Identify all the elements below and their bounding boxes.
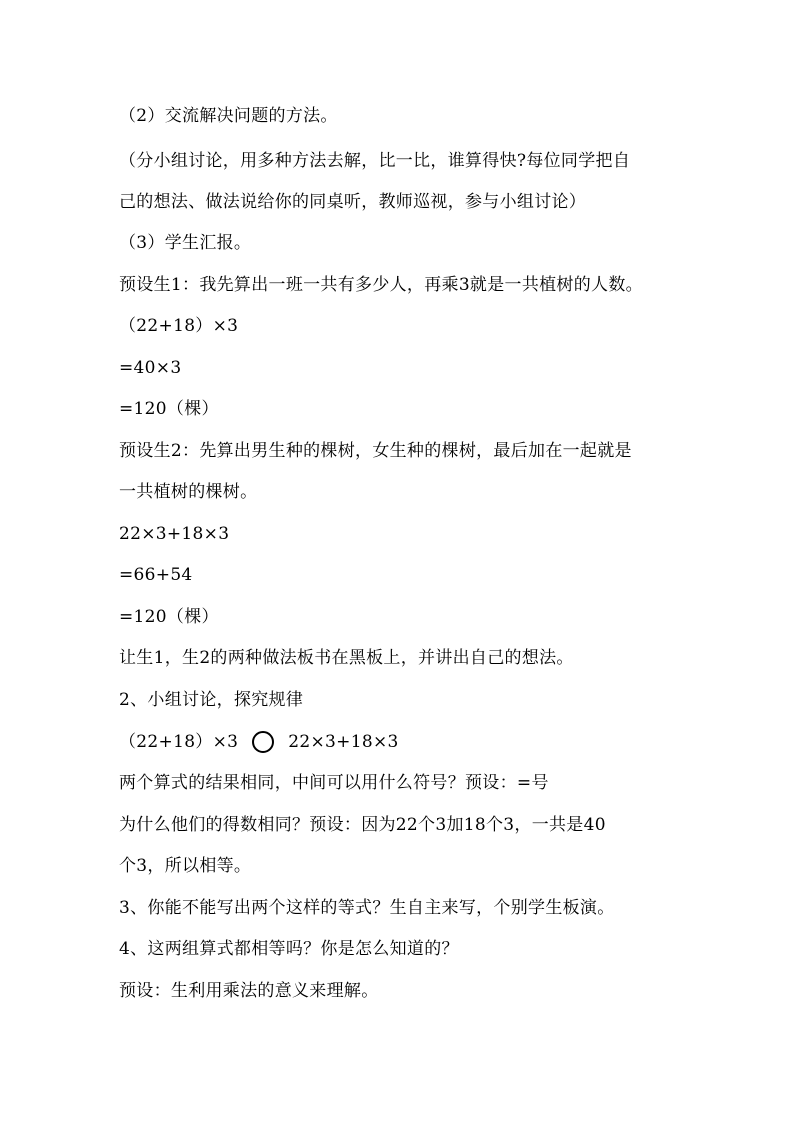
comparison-line <box>119 730 399 754</box>
text-line-8: 让生1，生2的两种做法板书在黑板上，并讲出自己的想法。 <box>119 648 574 668</box>
text-line-1: （2）交流解决问题的方法。 <box>119 106 338 126</box>
text-line-4: （3）学生汇报。 <box>119 233 252 253</box>
formula-line-6: =120（棵） <box>119 607 219 627</box>
text-line-12: 个3，所以相等。 <box>119 856 252 876</box>
circle-blank-icon <box>252 731 274 753</box>
formula-line-1: （22+18）×3 <box>119 316 239 336</box>
compare-right: 22×3+18×3 <box>288 732 399 752</box>
text-line-6: 预设生2：先算出男生种的棵树，女生种的棵树，最后加在一起就是 <box>119 441 632 461</box>
text-line-13: 3、你能不能写出两个这样的等式？生自主来写，个别学生板演。 <box>119 898 615 918</box>
formula-line-3: =120（棵） <box>119 399 219 419</box>
text-line-10: 两个算式的结果相同，中间可以用什么符号？预设：=号 <box>119 773 549 793</box>
text-line-11: 为什么他们的得数相同？预设：因为22个3加18个3，一共是40 <box>119 815 606 835</box>
text-line-7: 一共植树的棵树。 <box>119 482 258 502</box>
formula-line-2: =40×3 <box>119 358 182 378</box>
text-line-15: 预设：生利用乘法的意义来理解。 <box>119 981 379 1001</box>
text-line-9: 2、小组讨论，探究规律 <box>119 690 304 710</box>
text-line-14: 4、这两组算式都相等吗？你是怎么知道的？ <box>119 939 459 959</box>
compare-left: （22+18）×3 <box>119 732 239 752</box>
text-line-2: （分小组讨论，用多种方法去解，比一比，谁算得快?每位同学把自 <box>119 151 631 171</box>
formula-line-4: 22×3+18×3 <box>119 524 230 544</box>
text-line-3: 己的想法、做法说给你的同桌听，教师巡视，参与小组讨论） <box>119 192 587 212</box>
text-line-5: 预设生1：我先算出一班一共有多少人，再乘3就是一共植树的人数。 <box>119 275 643 295</box>
formula-line-5: =66+54 <box>119 565 193 585</box>
